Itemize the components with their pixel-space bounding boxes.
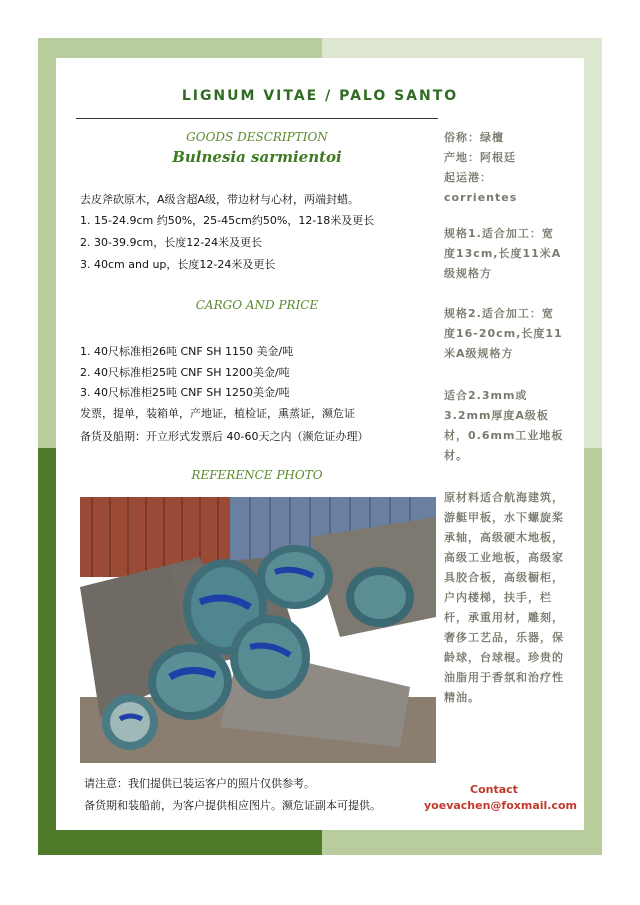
sidebar-info-line: 俗称：绿檀	[444, 131, 504, 144]
goods-item: 1. 15-24.9cm 约50%，25-45cm约50%，12-18米及更长	[80, 214, 375, 227]
goods-heading: GOODS DESCRIPTION	[186, 130, 328, 144]
cargo-heading: CARGO AND PRICE	[195, 298, 319, 312]
goods-item: 2. 30-39.9cm，长度12-24米及更长	[80, 236, 263, 249]
sidebar-info-line: corrientes	[444, 191, 518, 204]
spec2-text: 规格2.适合加工：宽度16-20cm,长度11米A级规格方	[444, 307, 563, 360]
page-title: LIGNUM VITAE / PALO SANTO	[181, 88, 459, 104]
sidebar-spec1	[444, 224, 564, 284]
cargo-item: 1. 40尺标准柜26吨 CNF SH 1150 美金/吨	[80, 345, 294, 358]
sidebar-usage	[444, 386, 564, 466]
reference-heading: REFERENCE PHOTO	[191, 468, 323, 482]
cargo-item: 2. 40尺标准柜25吨 CNF SH 1200美金/吨	[80, 366, 290, 379]
sidebar-info	[444, 128, 564, 208]
sidebar-applications	[444, 488, 564, 708]
goods-intro: 去皮斧砍原木，A级含超A级，带边材与心材，两端封蜡。	[80, 193, 360, 206]
sidebar-spec2	[444, 304, 564, 364]
sidebar-info-line: 起运港：	[444, 171, 492, 184]
sidebar-info-line: 产地：阿根廷	[444, 151, 516, 164]
latin-name: Bulnesia sarmientoi	[172, 148, 342, 166]
reference-photo	[80, 497, 436, 763]
cargo-item: 3. 40尺标准柜25吨 CNF SH 1250美金/吨	[80, 386, 290, 399]
goods-item: 3. 40cm and up，长度12-24米及更长	[80, 258, 276, 271]
spec1-text: 规格1.适合加工：宽度13cm,长度11米A级规格方	[444, 227, 562, 280]
contact-label: Contact	[470, 783, 518, 796]
usage-text: 适合2.3mm或3.2mm厚度A级板材，0.6mm工业地板材。	[444, 389, 564, 462]
footer-note: 备货期和装船前，为客户提供相应图片。濒危证副本可提供。	[84, 799, 381, 812]
contact-email-link[interactable]: yoevachen@foxmail.com	[424, 799, 578, 812]
cargo-lead-time: 备货及船期：开立形式发票后 40-60天之内（濒危证办理）	[80, 430, 369, 443]
footer-note: 请注意：我们提供已装运客户的照片仅供参考。	[84, 777, 315, 790]
applications-text: 原材料适合航海建筑，游艇甲板，水下螺旋桨承轴，高级硬木地板，高级工业地板，高级家具胶合板，高级橱柜，户内楼梯，扶手，栏杆，承重用材，雕刻，奢侈工艺品，乐器，保龄球，台球棍。珍贵的油脂用于香氛和治疗性精油。	[444, 491, 564, 704]
title-divider	[76, 118, 438, 119]
cargo-documents: 发票，提单，装箱单，产地证，植检证，熏蒸证，濒危证	[80, 407, 355, 420]
